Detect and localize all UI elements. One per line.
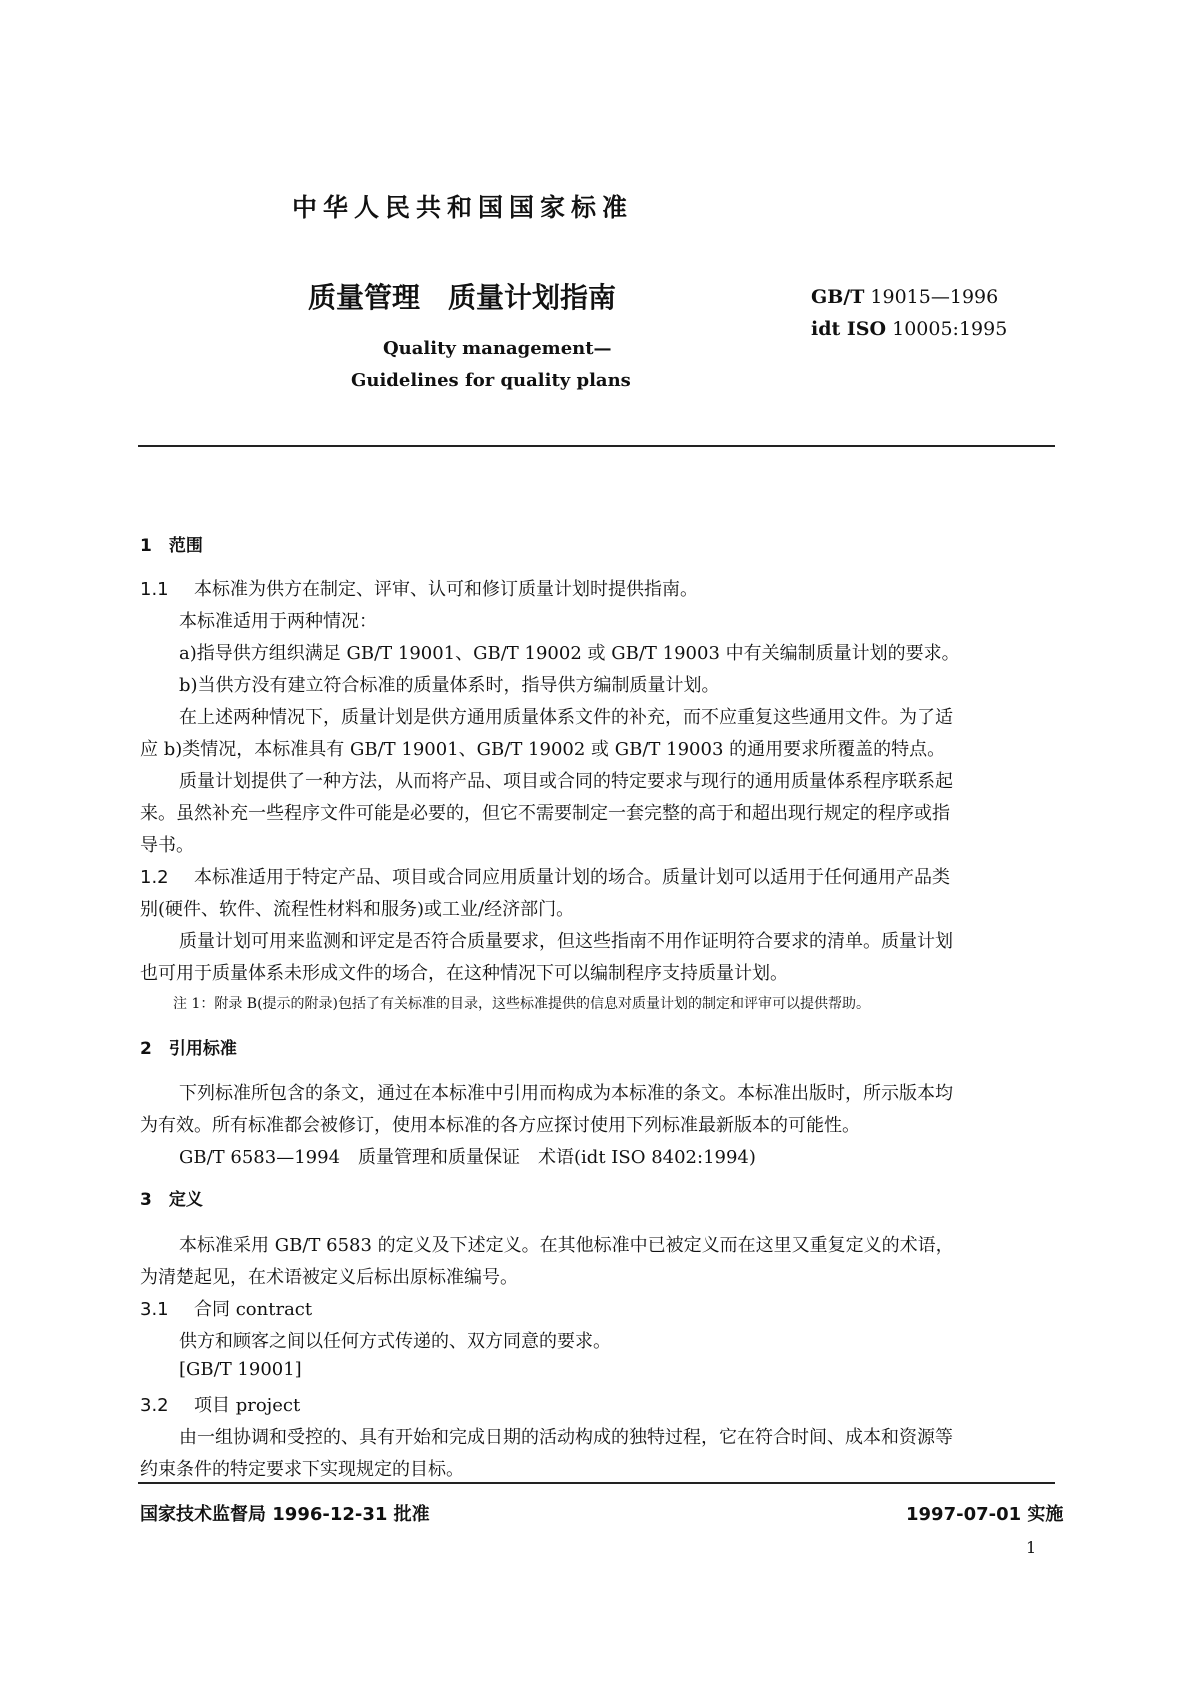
national-standard-heading: 中华人民共和国国家标准 bbox=[292, 193, 634, 222]
paragraph: 为有效。所有标准都会被修订，使用本标准的各方应探讨使用下列标准最新版本的可能性。 bbox=[140, 1115, 860, 1136]
clause-1-2-number: 1.2 bbox=[140, 867, 169, 888]
definition-source: [GB/T 19001] bbox=[179, 1359, 302, 1380]
approval-date: 国家技术监督局 1996-12-31 批准 bbox=[140, 1504, 430, 1525]
idt-prefix: idt ISO bbox=[811, 318, 887, 340]
page-number: 1 bbox=[1026, 1538, 1037, 1557]
paragraph: 为清楚起见，在术语被定义后标出原标准编号。 bbox=[140, 1267, 518, 1288]
effective-date: 1997-07-01 实施 bbox=[906, 1504, 1064, 1525]
clause-3-2 bbox=[140, 1391, 300, 1417]
paragraph: b)当供方没有建立符合标准的质量体系时，指导供方编制质量计划。 bbox=[179, 675, 720, 696]
paragraph: 下列标准所包含的条文，通过在本标准中引用而构成为本标准的条文。本标准出版时，所示版本均 bbox=[179, 1083, 953, 1104]
idt-number-value: 10005:1995 bbox=[886, 318, 1008, 340]
note-1: 注 1：附录 B(提示的附录)包括了有关标准的目录，这些标准提供的信息对质量计划的制定和评审可以提供帮助。 bbox=[173, 996, 871, 1012]
term-contract: 合同 contract bbox=[194, 1299, 313, 1320]
section-3-heading: 3 定义 bbox=[140, 1190, 203, 1210]
section-2-heading: 2 引用标准 bbox=[140, 1039, 237, 1059]
definition-text: 约束条件的特定要求下实现规定的目标。 bbox=[140, 1459, 464, 1480]
term-project: 项目 project bbox=[194, 1395, 301, 1416]
clause-3-2-number: 3.2 bbox=[140, 1395, 169, 1416]
paragraph: a)指导供方组织满足 GB/T 19001、GB/T 19002 或 GB/T 19003 中有关编制质量计划的要求。 bbox=[179, 643, 960, 664]
document-title-cn: 质量管理 质量计划指南 bbox=[308, 281, 617, 314]
clause-1-1 bbox=[140, 575, 698, 601]
idt-standard-number bbox=[811, 318, 1007, 340]
clause-1-2-text: 本标准适用于特定产品、项目或合同应用质量计划的场合。质量计划可以适用于任何通用产品类 bbox=[194, 867, 950, 888]
paragraph: 导书。 bbox=[140, 835, 194, 856]
standard-prefix: GB/T bbox=[811, 286, 865, 308]
paragraph: 来。虽然补充一些程序文件可能是必要的，但它不需要制定一套完整的高于和超出现行规定的程序或指 bbox=[140, 803, 950, 824]
document-title-en-line1: Quality management— bbox=[383, 338, 612, 359]
clause-3-1 bbox=[140, 1295, 312, 1321]
paragraph: 也可用于质量体系未形成文件的场合，在这种情况下可以编制程序支持质量计划。 bbox=[140, 963, 788, 984]
clause-3-1-number: 3.1 bbox=[140, 1299, 169, 1320]
normative-reference: GB/T 6583—1994 质量管理和质量保证 术语(idt ISO 8402:1994) bbox=[179, 1147, 756, 1168]
paragraph: 质量计划提供了一种方法，从而将产品、项目或合同的特定要求与现行的通用质量体系程序联系起 bbox=[179, 771, 953, 792]
clause-1-1-text: 本标准为供方在制定、评审、认可和修订质量计划时提供指南。 bbox=[194, 579, 698, 600]
paragraph: 在上述两种情况下，质量计划是供方通用质量体系文件的补充，而不应重复这些通用文件。为了适 bbox=[179, 707, 953, 728]
paragraph: 本标准适用于两种情况： bbox=[179, 611, 377, 632]
paragraph: 质量计划可用来监测和评定是否符合质量要求，但这些指南不用作证明符合要求的清单。质量计划 bbox=[179, 931, 953, 952]
paragraph: 应 b)类情况，本标准具有 GB/T 19001、GB/T 19002 或 GB/T 19003 的通用要求所覆盖的特点。 bbox=[140, 739, 946, 760]
section-1-heading: 1 范围 bbox=[140, 536, 203, 556]
standard-number-value: 19015—1996 bbox=[864, 286, 999, 308]
paragraph: 本标准采用 GB/T 6583 的定义及下述定义。在其他标准中已被定义而在这里又重复定义的术语， bbox=[179, 1235, 954, 1256]
clause-1-1-number: 1.1 bbox=[140, 579, 169, 600]
document-title-en-line2: Guidelines for quality plans bbox=[351, 370, 631, 391]
paragraph: 别(硬件、软件、流程性材料和服务)或工业/经济部门。 bbox=[140, 899, 575, 920]
footer-divider bbox=[138, 1482, 1055, 1484]
definition-text: 由一组协调和受控的、具有开始和完成日期的活动构成的独特过程，它在符合时间、成本和资源等 bbox=[179, 1427, 953, 1448]
clause-1-2 bbox=[140, 863, 950, 889]
definition-text: 供方和顾客之间以任何方式传递的、双方同意的要求。 bbox=[179, 1331, 611, 1352]
header-divider bbox=[138, 445, 1055, 447]
standard-number bbox=[811, 286, 998, 308]
